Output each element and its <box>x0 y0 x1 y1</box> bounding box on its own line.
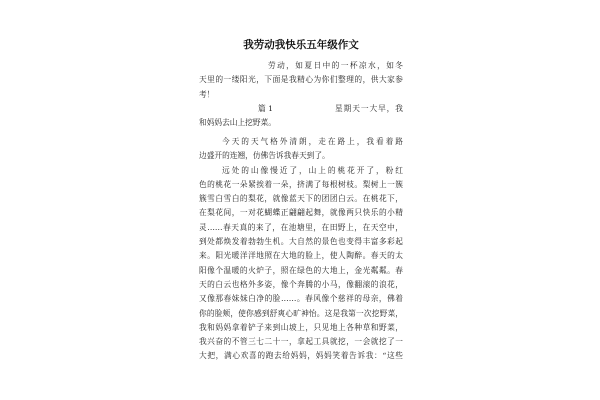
section-heading-line <box>199 102 403 116</box>
paragraph-3-line: 远处的山像慢近了，山上的桃花开了，粉红 <box>222 165 403 175</box>
paragraph-3-line: 我和妈妈拿着铲子来到山坡上，只见地上各种草和野菜， <box>199 322 403 332</box>
section-label: 篇 1 <box>258 103 274 113</box>
paragraph-3-line: 大把，满心欢喜的跑去给妈妈，妈妈笑着告诉我：“这些 <box>199 351 403 361</box>
intro-line: 天里的一缕阳光，下面是我精心为你们整理的，供大家参 <box>199 75 403 85</box>
paragraph-3-line: 色的桃花一朵紧挨着一朵，挤满了每根树枝。梨树上一簇 <box>199 179 403 189</box>
paragraph-2-line: 边盛开的连翘，仿佛告诉我春天到了。 <box>199 151 330 161</box>
document-title: 我劳动我快乐五年级作文 <box>243 39 359 51</box>
section-line: 和妈妈去山上挖野菜。 <box>199 118 276 128</box>
intro-line: 考！ <box>199 89 215 99</box>
paragraph-3-line: 在梨花间，一对花蝴蝶正翩翩起舞，就像两只快乐的小精 <box>199 208 403 218</box>
intro-line: 劳动，如夏日中的一杯凉水，如冬 <box>268 61 403 70</box>
paragraph-3-line: 灵……春天真的来了，在池塘里，在田野上，在天空中， <box>199 222 403 232</box>
paragraph-3-line: 天的白云也格外多姿，像个奔腾的小马，像翻滚的浪花， <box>199 279 403 289</box>
document-body <box>199 59 403 364</box>
section-first-line: 星期天一大早，我 <box>335 103 403 113</box>
paragraph-3-line: 到处都焕发着勃勃生机。大自然的景色也变得丰富多彩起 <box>199 237 403 247</box>
paragraph-3-line: 来。阳光暖洋洋地照在大地的脸上，使人陶醉。春天的太 <box>199 251 403 261</box>
paragraph-3-line: 又像那春妹妹白净的脸……。春风像个慈祥的母亲，佛着 <box>199 294 403 304</box>
paragraph-2-line: 今天的天气格外清朗，走在路上，我看着路 <box>222 136 403 146</box>
paragraph-3-line: 你的脸颊，使你感到舒爽心旷神怡。这是我第一次挖野菜， <box>199 308 403 318</box>
paragraph-3-line: 我兴奋的不管三七二十一，拿起工具就挖，一会就挖了一 <box>199 337 403 347</box>
paragraph-3-line: 阳像个温暖的火炉子，照在绿色的大地上，金光粼粼。春 <box>199 265 403 275</box>
paragraph-3-line: 簇雪白雪白的梨花，就像蓝天下的团团白云。在桃花下， <box>199 194 403 204</box>
